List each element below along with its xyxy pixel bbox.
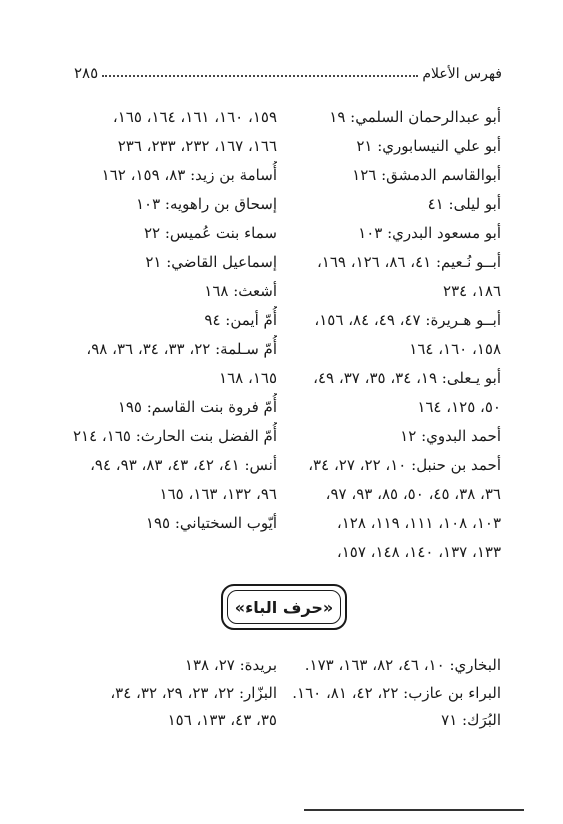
index-entry: أبــو نُـعيم: ٤١، ٨٦، ١٢٦، ١٦٩، — [316, 253, 501, 271]
index-entry: أُمّ أيمن: ٩٤ — [204, 311, 277, 329]
index-entry: ١٦٥، ١٦٨ — [219, 369, 277, 387]
index-entry: البُرَك: ٧١ — [441, 711, 501, 729]
header-leader-dots — [102, 75, 418, 77]
index-entry: أبوالقاسم الدمشق: ١٢٦ — [352, 166, 501, 184]
index-entry: ٩٦، ١٣٢، ١٦٣، ١٦٥ — [159, 485, 277, 503]
section-heading: «حرف الباء» — [234, 597, 334, 617]
header-title: فهرس الأعلام — [422, 66, 502, 82]
index-entry: ٥٠، ١٢٥، ١٦٤ — [417, 398, 501, 416]
index-entry: أبو ليلى: ٤١ — [427, 195, 501, 213]
index-entry: أُمّ الفضل بنت الحارث: ١٦٥، ٢١٤ — [72, 427, 277, 445]
index-entry: أبــو هـريرة: ٤٧، ٤٩، ٨٤، ١٥٦، — [314, 311, 501, 329]
index-entry: البخاري: ١٠، ٤٦، ٨٢، ١٦٣، ١٧٣. — [304, 656, 501, 674]
index-entry: ١٨٦، ٢٣٤ — [443, 282, 501, 300]
index-column-left — [67, 103, 277, 538]
index-column-right-ba — [276, 652, 501, 735]
index-entry: أيّوب السختياني: ١٩٥ — [145, 514, 277, 532]
index-entry: ٣٦، ٣٨، ٤٥، ٥٠، ٨٥، ٩٣، ٩٧، — [325, 485, 501, 503]
bottom-divider — [304, 809, 524, 811]
index-entry: أبو عبدالرحمان السلمي: ١٩ — [329, 108, 501, 126]
index-entry: أبو يـعلى: ١٩، ٣٤، ٣٥، ٣٧، ٤٩، — [313, 369, 501, 387]
index-entry: أُسامة بن زيد: ٨٣، ١٥٩، ١٦٢ — [101, 166, 277, 184]
page-number: ٢٨٥ — [74, 64, 99, 82]
index-entry: أُمّ سـلمة: ٢٢، ٣٣، ٣٤، ٣٦، ٩٨، — [86, 340, 277, 358]
index-entry: ١٥٨، ١٦٠، ١٦٤ — [409, 340, 501, 358]
index-entry: إسماعيل القاضي: ٢١ — [145, 253, 277, 271]
running-header — [74, 62, 502, 82]
index-entry: أشعث: ١٦٨ — [204, 282, 277, 300]
index-entry: أبو مسعود البدري: ١٠٣ — [358, 224, 501, 242]
index-entry: أنس: ٤١، ٤٢، ٤٣، ٨٣، ٩٣، ٩٤، — [90, 456, 277, 474]
index-entry: البزّار: ٢٢، ٢٣، ٢٩، ٣٢، ٣٤، — [110, 683, 277, 702]
index-entry: ١٦٦، ١٦٧، ٢٣٢، ٢٣٣، ٢٣٦ — [117, 137, 277, 155]
index-entry: أحمد بن حنبل: ١٠، ٢٢، ٢٧، ٣٤، — [308, 456, 501, 474]
index-entry: إسحاق بن راهويه: ١٠٣ — [135, 195, 277, 213]
index-column-right — [276, 103, 501, 567]
index-column-left-ba — [67, 652, 277, 735]
index-entry: ١٥٩، ١٦٠، ١٦١، ١٦٤، ١٦٥، — [112, 108, 277, 126]
section-heading-box — [221, 584, 347, 630]
index-entry: أحمد البدوي: ١٢ — [400, 427, 501, 445]
index-entry: البراء بن عازب: ٢٢، ٤٢، ٨١، ١٦٠. — [292, 683, 501, 702]
index-entry: سماء بنت عُميس: ٢٢ — [143, 224, 277, 242]
index-entry: أُمّ فروة بنت القاسم: ١٩٥ — [117, 398, 277, 416]
index-entry: ١٠٣، ١٠٨، ١١١، ١١٩، ١٢٨، — [336, 514, 501, 532]
index-entry: بريدة: ٢٧، ١٣٨ — [184, 656, 277, 674]
index-entry: أبو علي النيسابوري: ٢١ — [356, 137, 501, 155]
index-entry: ١٣٣، ١٣٧، ١٤٠، ١٤٨، ١٥٧، — [336, 543, 501, 561]
index-entry: ٣٥، ٤٣، ١٣٣، ١٥٦ — [167, 711, 277, 729]
